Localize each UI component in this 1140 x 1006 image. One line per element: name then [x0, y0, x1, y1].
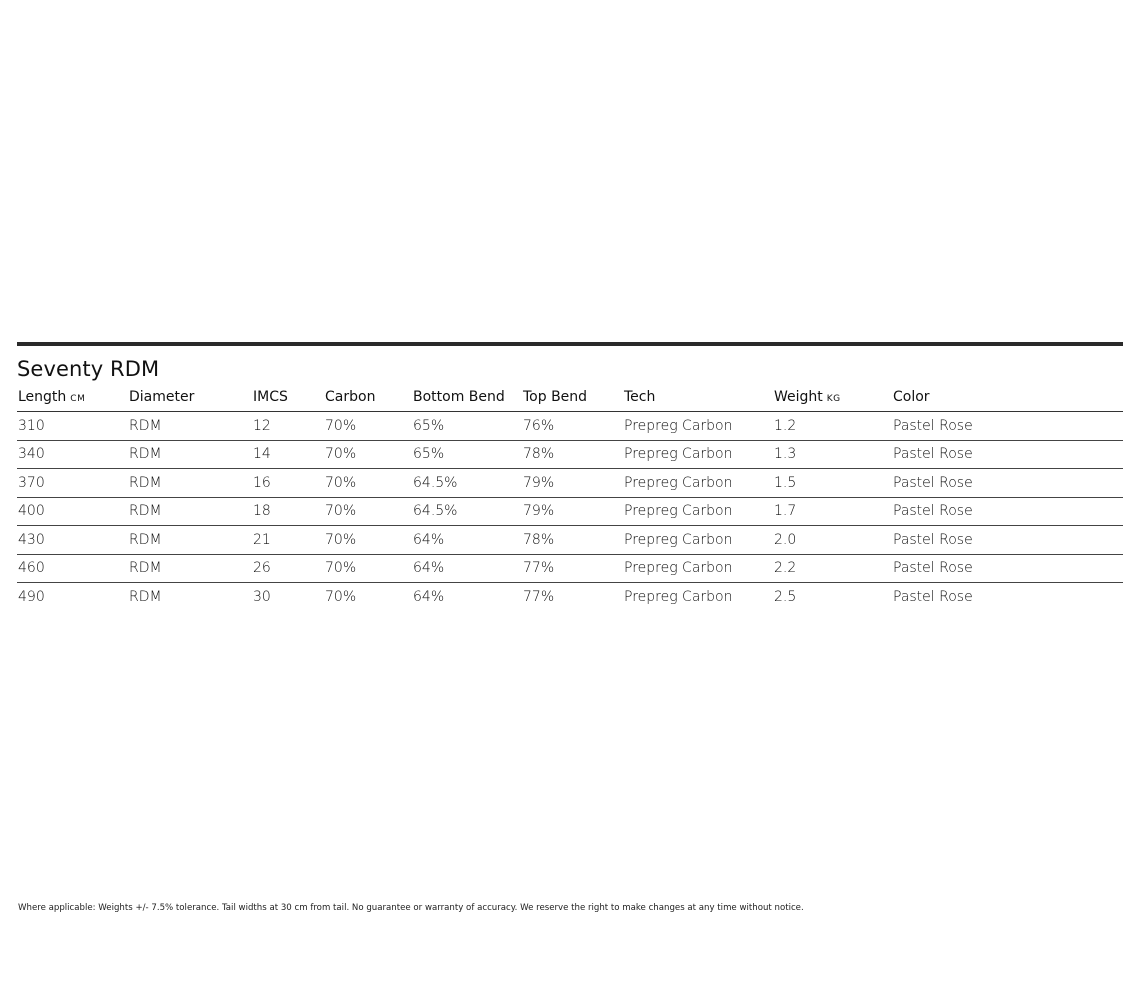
table-cell: 2.2	[773, 554, 892, 583]
table-cell: Prepreg Carbon	[623, 554, 773, 583]
table-row	[17, 412, 1123, 441]
column-label: Top Bend	[523, 389, 588, 405]
table-cell: Pastel Rose	[892, 412, 1123, 441]
table-cell: 77%	[522, 554, 623, 583]
table-cell: 26	[252, 554, 324, 583]
column-label: Carbon	[325, 389, 376, 405]
table-cell: 1.5	[773, 469, 892, 498]
table-cell: RDM	[128, 440, 252, 469]
table-cell: 2.0	[773, 526, 892, 555]
table-cell: 340	[17, 440, 128, 469]
table-cell: Pastel Rose	[892, 497, 1123, 526]
footnote: Where applicable: Weights +/- 7.5% tolerance. Tail widths at 30 cm from tail. No guarantee or warranty of accuracy. We reserve the right to make changes at any time without notice.	[18, 903, 804, 913]
table-cell: Prepreg Carbon	[623, 526, 773, 555]
table-cell: 77%	[523, 588, 555, 605]
column-label: Bottom Bend	[413, 389, 505, 405]
table-cell: Pastel Rose	[892, 526, 1123, 555]
table-cell: 430	[17, 526, 128, 555]
table-cell: 70%	[324, 412, 412, 441]
table-row	[17, 440, 1123, 469]
table-cell: 1.2	[773, 412, 892, 441]
table-row	[17, 526, 1123, 555]
table-cell: 79%	[522, 497, 623, 526]
table-cell: 70%	[324, 497, 412, 526]
table-cell: 70%	[324, 440, 412, 469]
table-cell: 310	[17, 412, 128, 441]
table-row	[17, 469, 1123, 498]
table-cell: 64.5%	[412, 469, 522, 498]
table-cell: 2.5	[774, 588, 797, 605]
table-cell: 64%	[412, 526, 522, 555]
table-cell: Pastel Rose	[892, 440, 1123, 469]
table-cell: 78%	[522, 440, 623, 469]
column-label: IMCS	[253, 389, 288, 405]
column-label: Length	[18, 389, 67, 405]
column-label: Weight	[774, 389, 823, 405]
column-unit: CM	[70, 394, 86, 404]
table-cell: 78%	[522, 526, 623, 555]
column-header	[892, 383, 1123, 412]
column-label: Diameter	[129, 389, 195, 405]
table-cell: 12	[252, 412, 324, 441]
table-cell: Prepreg Carbon	[623, 469, 773, 498]
table-cell: 70%	[324, 554, 412, 583]
header-row	[17, 383, 1123, 412]
table-row	[17, 583, 1123, 611]
table-cell: 1.7	[773, 497, 892, 526]
column-unit: KG	[826, 394, 841, 404]
table-cell: RDM	[129, 588, 162, 605]
column-header	[252, 383, 324, 412]
table-cell: 1.3	[773, 440, 892, 469]
table-cell: Prepreg Carbon	[623, 497, 773, 526]
column-header	[773, 383, 892, 412]
table-cell: Prepreg Carbon	[623, 412, 773, 441]
column-header	[128, 383, 252, 412]
table-cell: Pastel Rose	[892, 554, 1123, 583]
table-cell: 64.5%	[412, 497, 522, 526]
table-cell: 64%	[413, 588, 445, 605]
column-header	[522, 383, 623, 412]
table-cell: Prepreg Carbon	[624, 588, 733, 605]
spec-table-section	[17, 342, 1123, 611]
column-header	[623, 383, 773, 412]
table-cell: 460	[17, 554, 128, 583]
table-cell: 30	[253, 588, 271, 605]
column-header	[324, 383, 412, 412]
table-cell: Prepreg Carbon	[623, 440, 773, 469]
table-cell: 64%	[412, 554, 522, 583]
column-header	[412, 383, 522, 412]
table-cell: 370	[17, 469, 128, 498]
product-title: Seventy RDM	[17, 357, 160, 381]
table-cell: 70%	[325, 588, 357, 605]
table-cell: 65%	[412, 440, 522, 469]
column-label: Color	[893, 389, 930, 405]
table-cell: 65%	[412, 412, 522, 441]
table-cell: 490	[18, 588, 45, 605]
spec-table	[17, 383, 1123, 611]
table-cell: 16	[252, 469, 324, 498]
top-rule	[17, 342, 1123, 346]
table-cell: 18	[252, 497, 324, 526]
column-label: Tech	[624, 389, 656, 405]
table-cell: Pastel Rose	[892, 469, 1123, 498]
table-cell: 70%	[324, 469, 412, 498]
table-cell: RDM	[128, 526, 252, 555]
table-cell: 14	[252, 440, 324, 469]
table-cell: 400	[17, 497, 128, 526]
table-cell: RDM	[128, 497, 252, 526]
table-cell: RDM	[128, 469, 252, 498]
table-row	[17, 554, 1123, 583]
table-cell: Pastel Rose	[893, 588, 973, 605]
table-row	[17, 497, 1123, 526]
table-cell: RDM	[128, 554, 252, 583]
table-cell: RDM	[128, 412, 252, 441]
table-cell: 79%	[522, 469, 623, 498]
table-cell: 21	[252, 526, 324, 555]
table-cell: 70%	[324, 526, 412, 555]
column-header	[17, 383, 128, 412]
table-cell: 76%	[522, 412, 623, 441]
